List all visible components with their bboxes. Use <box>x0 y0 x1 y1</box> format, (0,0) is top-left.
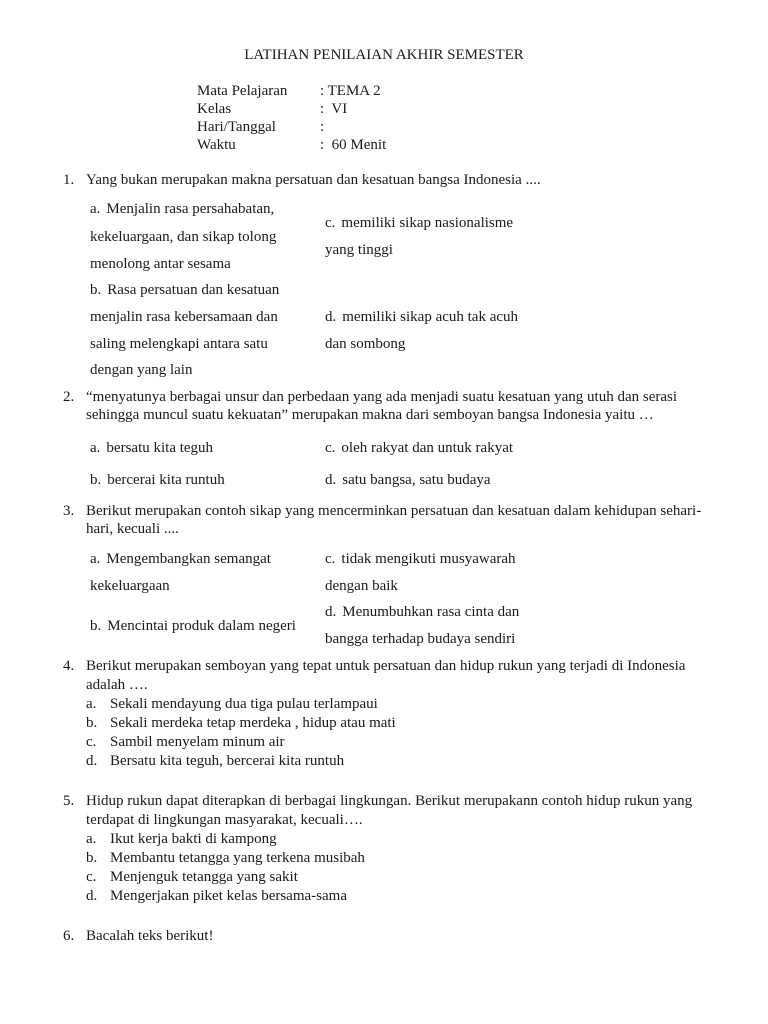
option-text: bercerai kita runtuh <box>107 472 225 488</box>
question-text: terdapat di lingkungan masyarakat, kecuali…. <box>86 812 363 828</box>
question-number: 5. <box>63 793 75 809</box>
option-letter: c. <box>86 734 97 750</box>
option-a <box>90 200 274 218</box>
option-b <box>90 471 225 489</box>
option-text: Bersatu kita teguh, bercerai kita runtuh <box>110 753 345 769</box>
duration-value: : 60 Menit <box>320 137 387 153</box>
option-text: Mencintai produk dalam negeri <box>107 618 296 634</box>
question-text: adalah …. <box>86 677 148 693</box>
subject-value: : TEMA 2 <box>320 83 381 99</box>
option-letter: c. <box>86 869 97 885</box>
question-text: Berikut merupakan semboyan yang tepat untuk persatuan dan hidup rukun yang terjadi di Indonesia <box>86 658 686 674</box>
question-text: hari, kecuali .... <box>86 521 179 537</box>
class-value: : VI <box>320 101 348 117</box>
option-text: tidak mengikuti musyawarah <box>341 551 516 567</box>
question-text: Bacalah teks berikut! <box>86 928 214 944</box>
option-text: Sekali mendayung dua tiga pulau terlampaui <box>110 696 378 712</box>
option-text: Menjenguk tetangga yang sakit <box>110 869 298 885</box>
option-letter: c. <box>325 215 336 231</box>
question-text: sehingga muncul suatu kekuatan” merupakan makna dari semboyan bangsa Indonesia yaitu … <box>86 407 654 423</box>
option-text: menolong antar sesama <box>90 256 231 272</box>
question-text: Yang bukan merupakan makna persatuan dan kesatuan bangsa Indonesia .... <box>86 172 541 188</box>
option-text: dan sombong <box>325 336 406 352</box>
option-text: bangga terhadap budaya sendiri <box>325 631 516 647</box>
option-b <box>90 281 279 299</box>
option-letter: b. <box>86 850 98 866</box>
option-letter: b. <box>90 472 102 488</box>
option-text: dengan yang lain <box>90 362 193 378</box>
question-number: 4. <box>63 658 75 674</box>
option-letter: c. <box>325 440 336 456</box>
option-letter: d. <box>325 309 337 325</box>
option-text: Sambil menyelam minum air <box>110 734 285 750</box>
option-letter: d. <box>86 753 98 769</box>
date-label: Hari/Tanggal <box>197 119 276 135</box>
option-text: Rasa persatuan dan kesatuan <box>107 282 280 298</box>
option-letter: a. <box>90 440 101 456</box>
option-c <box>325 439 513 457</box>
option-letter: d. <box>325 472 337 488</box>
option-text: Sekali merdeka tetap merdeka , hidup atau mati <box>110 715 396 731</box>
option-letter: c. <box>325 551 336 567</box>
option-letter: d. <box>86 888 98 904</box>
option-letter: a. <box>86 831 97 847</box>
class-label: Kelas <box>197 101 232 117</box>
option-d <box>325 471 491 489</box>
option-text: kekeluargaan, dan sikap tolong <box>90 229 277 245</box>
option-b <box>90 617 296 635</box>
option-text: memiliki sikap nasionalisme <box>341 215 514 231</box>
option-text: Menumbuhkan rasa cinta dan <box>342 604 520 620</box>
page-title: LATIHAN PENILAIAN AKHIR SEMESTER <box>244 47 524 63</box>
question-text: “menyatunya berbagai unsur dan perbedaan yang ada menjadi suatu kesatuan yang utuh dan serasi <box>86 389 678 405</box>
option-text: bersatu kita teguh <box>106 440 214 456</box>
question-number: 1. <box>63 172 75 188</box>
option-text: dengan baik <box>325 578 398 594</box>
question-number: 2. <box>63 389 75 405</box>
option-text: Mengembangkan semangat <box>106 551 271 567</box>
option-d <box>325 603 519 621</box>
option-letter: a. <box>90 201 101 217</box>
question-text: Berikut merupakan contoh sikap yang mencerminkan persatuan dan kesatuan dalam kehidupan sehari- <box>86 503 702 519</box>
option-text: saling melengkapi antara satu <box>90 336 268 352</box>
option-letter: b. <box>90 282 102 298</box>
question-text: Hidup rukun dapat diterapkan di berbagai lingkungan. Berikut merupakann contoh hidup rukun yang <box>86 793 693 809</box>
option-a <box>90 439 213 457</box>
option-c <box>325 214 513 232</box>
subject-label: Mata Pelajaran <box>197 83 288 99</box>
option-d <box>325 308 518 326</box>
option-text: menjalin rasa kebersamaan dan <box>90 309 278 325</box>
duration-label: Waktu <box>197 137 236 153</box>
option-letter: b. <box>90 618 102 634</box>
question-number: 6. <box>63 928 75 944</box>
date-value: : <box>320 119 325 135</box>
option-text: kekeluargaan <box>90 578 170 594</box>
option-letter: d. <box>325 604 337 620</box>
option-text: Menjalin rasa persahabatan, <box>106 201 275 217</box>
option-c <box>325 550 516 568</box>
question-number: 3. <box>63 503 75 519</box>
option-letter: b. <box>86 715 98 731</box>
option-text: satu bangsa, satu budaya <box>342 472 491 488</box>
option-text: memiliki sikap acuh tak acuh <box>342 309 519 325</box>
option-a <box>90 550 271 568</box>
option-text: Ikut kerja bakti di kampong <box>110 831 277 847</box>
option-letter: a. <box>86 696 97 712</box>
option-text: oleh rakyat dan untuk rakyat <box>341 440 514 456</box>
option-text: Membantu tetangga yang terkena musibah <box>110 850 365 866</box>
option-letter: a. <box>90 551 101 567</box>
option-text: yang tinggi <box>325 242 393 258</box>
option-text: Mengerjakan piket kelas bersama-sama <box>110 888 347 904</box>
